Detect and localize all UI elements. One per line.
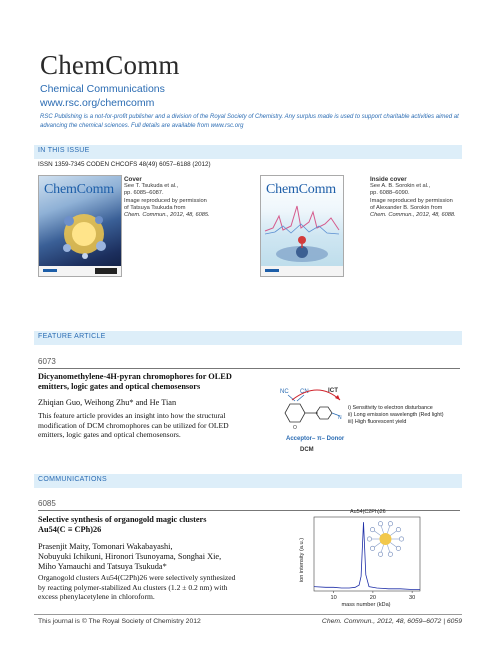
feature-abstract-line: emitters, logic gates and optical chemosensors. — [38, 430, 181, 440]
section-bar-communications — [34, 474, 462, 488]
communication-title-line: Au54(C ≡ CPh)26 — [38, 525, 102, 534]
acceptor-donor-label: Acceptor– π– Donor — [286, 436, 345, 442]
ligand-bond — [390, 543, 396, 548]
svg-text:O: O — [293, 425, 297, 431]
cover-line: pp. 6088–6090. — [370, 190, 410, 197]
cover-line: of Tatsuya Tsukuda from — [124, 204, 186, 211]
ligand-ring-icon — [388, 522, 392, 526]
ligand-bond — [381, 526, 383, 534]
feature-abstract-line: This feature article provides an insight into how the structural — [38, 411, 226, 420]
cover-image-title: ChemComm — [44, 182, 114, 197]
cover-line: pp. 6085–6087. — [124, 190, 164, 197]
ligand-ring-icon — [367, 537, 371, 541]
feature-page-number[interactable]: 6073 — [38, 357, 56, 366]
dcm-structure-graphic — [278, 382, 468, 454]
inside-cover-image[interactable] — [260, 175, 344, 277]
cover-citation: Chem. Commun., 2012, 48, 6085. — [124, 212, 210, 219]
communication-page-number[interactable]: 6085 — [38, 499, 56, 508]
footer-citation: Chem. Commun., 2012, 48, 6059–6072 | 6059 — [321, 618, 462, 625]
property-item: ii) Long emission wavelength (Red light) — [348, 412, 444, 418]
ligand-ring-icon — [370, 546, 374, 550]
section-label: COMMUNICATIONS — [38, 476, 108, 483]
dcm-label: DCM — [300, 447, 314, 453]
chart-title: Au54(C2Ph)26 — [350, 509, 386, 515]
ligand-ring-icon — [388, 552, 392, 556]
divider — [38, 368, 460, 369]
cluster-core-icon — [379, 533, 391, 545]
spectrum-series-line — [314, 522, 420, 589]
publisher-note: RSC Publishing is a not-for-profit publisher and a division of the Royal Society of Chemistry. Any surplus made is used to support charitable activities aimed at advancing the chemical sciences. Full details are available from www.rsc.org — [40, 114, 459, 129]
property-item: iii) High fluorescent yield — [348, 419, 407, 425]
section-label: FEATURE ARTICLE — [38, 333, 106, 340]
svg-text:N: N — [338, 415, 342, 421]
inside-cover-caption — [370, 176, 460, 219]
communication-title-line: Selective synthesis of organogold magic clusters — [38, 515, 207, 524]
cover-line: See A. B. Sorokin et al., — [370, 183, 431, 190]
communication-abstract-line: Organogold clusters Au54(C2Ph)26 were selectively synthesized — [38, 573, 236, 582]
ligand-ring-icon — [396, 527, 400, 531]
inside-cover-artwork — [261, 176, 343, 276]
ict-label: ICT — [328, 387, 338, 394]
ligand-ring-icon — [399, 537, 403, 541]
footer-divider — [34, 614, 462, 615]
ligand-bond — [374, 531, 380, 536]
inside-cover-image-title: ChemComm — [266, 182, 336, 197]
communication-authors — [38, 542, 221, 572]
ligand-ring-icon — [396, 546, 400, 550]
cover-line: of Alexander B. Sorokin from — [370, 204, 443, 211]
ligand-ring-icon — [378, 522, 382, 526]
plot-area — [314, 517, 420, 601]
feature-title-line: emitters, logic gates and optical chemosensors — [38, 382, 201, 391]
feature-authors: Zhiqian Guo, Weihong Zhu* and He Tian — [38, 398, 177, 407]
section-bar-feature-article — [34, 331, 462, 345]
ligand-bond — [381, 545, 383, 553]
ligand-bond — [374, 543, 380, 548]
communication-abstract-line: by reacting polymer-stabilized Au clusters (1.2 ± 0.2 nm) with — [38, 582, 228, 592]
ligand-bond — [387, 526, 389, 534]
section-bar-in-this-issue — [34, 145, 462, 159]
property-item: i) Sensitivity to electron disturbance — [348, 405, 433, 411]
x-tick-label: 20 — [369, 595, 377, 601]
author-line: Nobuyuki Ichikuni, Hironori Tsunoyama, Songhai Xie, — [38, 552, 222, 561]
journal-title: ChemComm — [40, 50, 180, 80]
communication-abstract — [38, 573, 278, 602]
ligand-ring-icon — [370, 527, 374, 531]
footer-copyright: This journal is © The Royal Society of Chemistry 2012 — [38, 618, 201, 625]
cover-line: Image reproduced by permission — [124, 197, 207, 204]
issn-line: ISSN 1359-7345 CODEN CHCOFS 48(49) 6057–6188 (2012) — [38, 161, 211, 168]
ligand-bond — [390, 531, 396, 536]
cover-caption — [124, 176, 214, 219]
journal-subtitle: Chemical Communications — [40, 83, 165, 95]
inside-cover-heading: Inside cover — [370, 176, 407, 183]
feature-abstract-line: modification of DCM chromophores can be utilized for OLED — [38, 420, 229, 430]
cover-line: Image reproduced by permission — [370, 197, 453, 204]
journal-url[interactable]: www.rsc.org/chemcomm — [40, 97, 155, 109]
author-line: Prasenjit Maity, Tomonari Wakabayashi, — [38, 542, 173, 551]
inside-cover-citation: Chem. Commun., 2012, 48, 6088. — [370, 212, 456, 219]
communication-abstract-line: excess phenylacetylene in chloroform. — [38, 592, 155, 602]
cover-line: See T. Tsukuda et al., — [124, 183, 179, 190]
ligand-ring-icon — [378, 552, 382, 556]
mass-spectrum-chart — [296, 505, 426, 609]
author-line: Miho Yamauchi and Tatsuya Tsukuda* — [38, 562, 167, 571]
section-label: IN THIS ISSUE — [38, 147, 90, 154]
feature-title-line: Dicyanomethylene-4H-pyran chromophores for OLED — [38, 372, 232, 381]
y-axis-label: ion intensity (a.u.) — [299, 537, 305, 583]
x-tick-label: 30 — [409, 595, 416, 601]
x-axis-label: mass number (kDa) — [341, 602, 391, 608]
cover-image[interactable] — [38, 175, 122, 277]
cn-label: CN — [300, 389, 309, 395]
ligand-bond — [387, 545, 389, 553]
x-tick-label: 10 — [330, 595, 337, 601]
cover-heading: Cover — [124, 176, 142, 183]
cover-artwork — [39, 176, 121, 276]
feature-title[interactable] — [38, 372, 232, 392]
nc-label: NC — [280, 389, 289, 395]
feature-abstract — [38, 411, 273, 440]
communication-title[interactable] — [38, 515, 206, 535]
